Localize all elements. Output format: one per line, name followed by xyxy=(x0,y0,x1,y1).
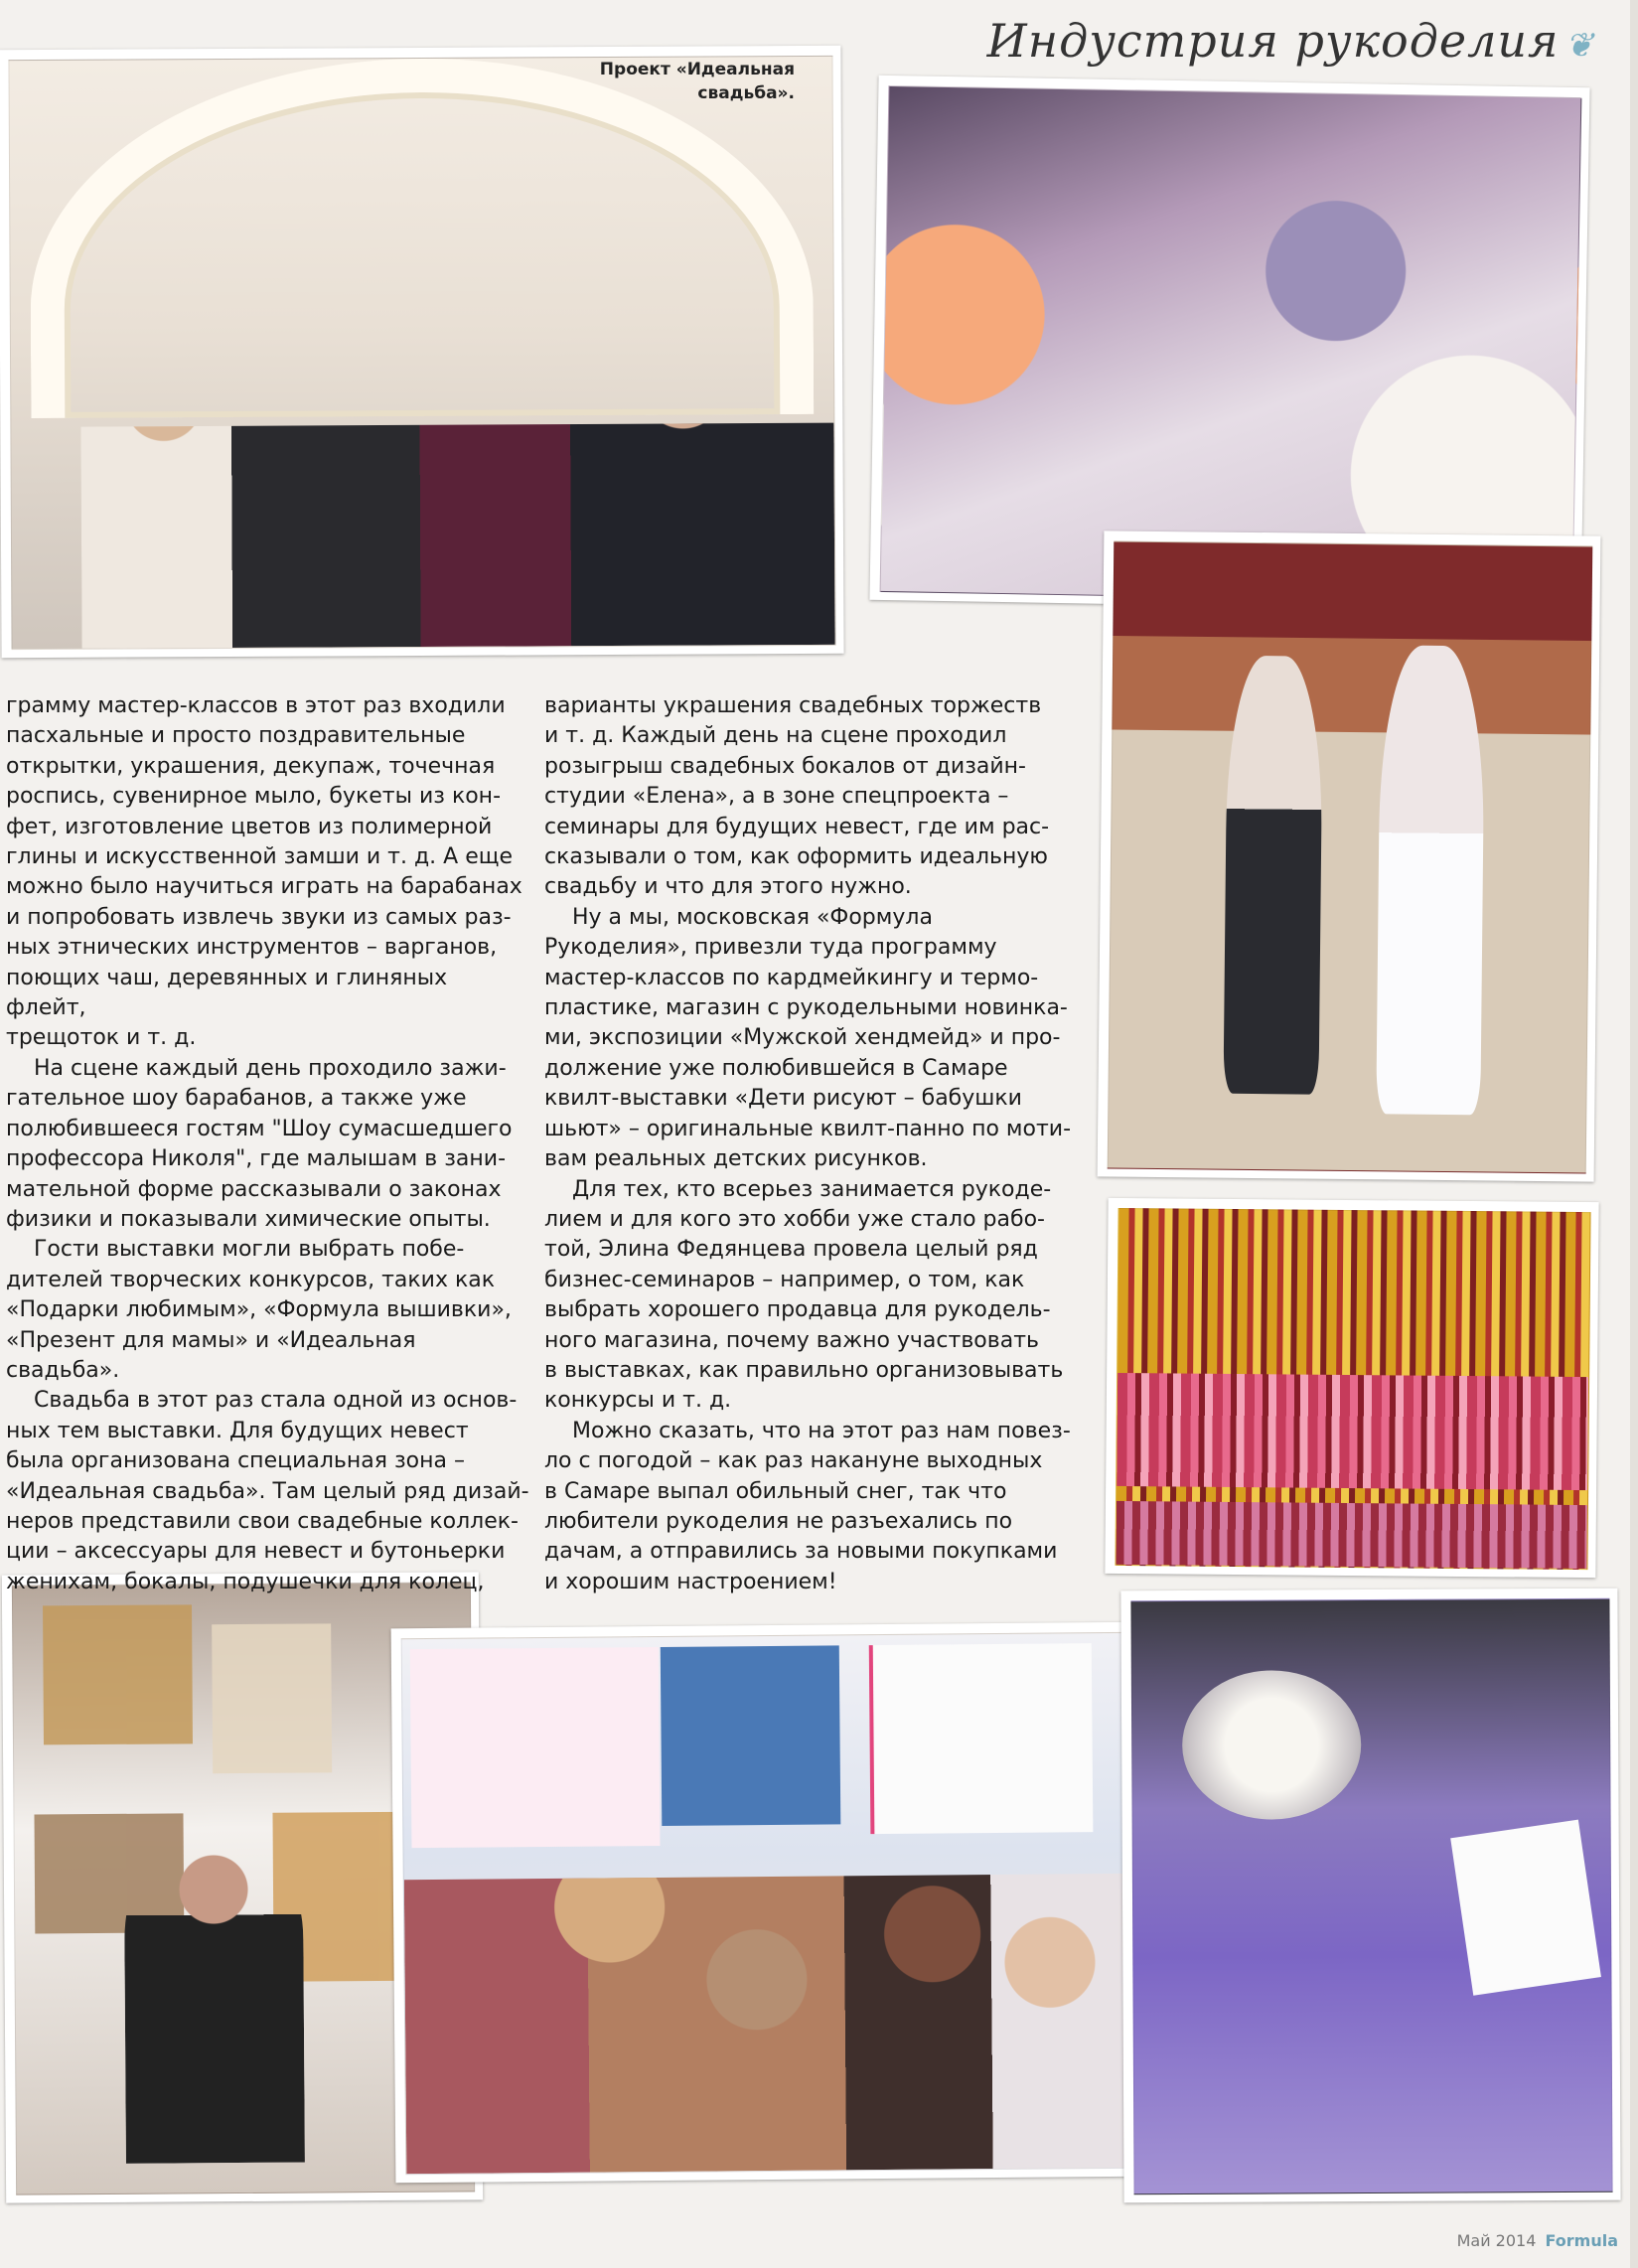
col1-line: и попробовать извлечь звуки из самых раз- xyxy=(6,904,512,930)
col2-line: бизнес-семинаров – например, о том, как xyxy=(544,1267,1025,1292)
col1-line: «Идеальная свадьба». Там целый ряд дизай- xyxy=(6,1478,529,1504)
col1-line: неров представили свои свадебные коллек- xyxy=(6,1508,519,1534)
booth-banner-formula-tv xyxy=(869,1643,1094,1834)
booth-visitor xyxy=(124,1845,305,2164)
col1-line: гательное шоу барабанов, а также уже xyxy=(6,1086,467,1112)
col2-line: Рукоделия», привезли туда программу xyxy=(544,935,997,961)
col2-line: выбрать хорошего продавца для рукодель- xyxy=(544,1297,1051,1323)
caption-line-1: Проект «Идеальная xyxy=(599,60,795,79)
master-class-participants xyxy=(404,1874,1140,2174)
col2-line: той, Элина Федянцева провела целый ряд xyxy=(544,1237,1038,1263)
col2-line: и т. д. Каждый день на сцене проходил xyxy=(544,723,1007,749)
col1-line: физики и показывали химические опыты. xyxy=(6,1206,491,1232)
col1-line: ции – аксессуары для невест и бутоньерки xyxy=(6,1539,506,1565)
col2-line: дачам, а отправились за новыми покупками xyxy=(544,1539,1058,1565)
caption-line-2: свадьба». xyxy=(697,83,795,103)
col1-line: Свадьба в этот раз стала одной из основ- xyxy=(34,1388,518,1414)
col2-line: конкурсы и т. д. xyxy=(544,1388,732,1414)
col2-line: Для тех, кто всерьез занимается рукоде- xyxy=(572,1176,1052,1202)
col2-line: и хорошим настроением! xyxy=(544,1569,837,1594)
col1-line: ных этнических инструментов – варганов, xyxy=(6,935,498,961)
col2-line: любители рукоделия не разъехались по xyxy=(544,1508,1013,1534)
col2-line: лием и для кого это хобби уже стало рабо- xyxy=(544,1206,1045,1232)
photo-wedding-caption xyxy=(576,58,795,105)
col2-line: варианты украшения свадебных торжеств xyxy=(544,693,1042,718)
col1-line: была организована специальная зона – xyxy=(6,1448,465,1474)
photo-wedding-image xyxy=(8,56,835,650)
photo-threads-image xyxy=(1115,1208,1590,1570)
rabbit-bride xyxy=(1376,645,1486,1116)
section-title-text: Индустрия рукоделия xyxy=(986,14,1560,68)
col1-line: полюбившееся гостям "Шоу сумасшедшего xyxy=(6,1116,513,1141)
section-title xyxy=(987,14,1594,68)
col1-line: грамму мастер-классов в этот раз входили xyxy=(6,693,506,718)
col1-line: можно было научиться играть на барабанах xyxy=(6,874,522,900)
col1-line: фет, изготовление цветов из полимерной xyxy=(6,814,493,839)
swirl-ornament-icon: ❦ xyxy=(1564,26,1594,66)
photo-wedding-project xyxy=(0,46,844,658)
col2-line: розыгрыш свадебных бокалов от дизайн- xyxy=(544,753,1026,779)
col1-line: открытки, украшения, декупаж, точечная xyxy=(6,753,496,779)
col2-line: Можно сказать, что на этот раз нам повез- xyxy=(572,1418,1071,1443)
photo-rabbit-dolls xyxy=(1098,530,1601,1181)
col1-line: трещоток и т. д. xyxy=(6,1025,197,1051)
col1-line: дителей творческих конкурсов, таких как xyxy=(6,1267,496,1292)
col1-line: глины и искусственной замши и т. д. А еще xyxy=(6,844,514,870)
photo-rabbits-image xyxy=(1108,541,1593,1174)
col2-line: студии «Елена», а в зоне спецпроекта – xyxy=(544,784,1009,810)
col1-line: мательной форме рассказывали о законах xyxy=(6,1176,502,1202)
photo-wedding-people xyxy=(80,303,835,648)
col1-line: ных тем выставки. Для будущих невест xyxy=(6,1418,469,1443)
article-column-1 xyxy=(6,691,532,1597)
col1-line: роспись, сувенирное мыло, букеты из кон- xyxy=(6,784,502,810)
col2-line: Ну а мы, московская «Формула xyxy=(572,904,933,930)
col1-line: «Презент для мамы» и «Идеальная свадьба». xyxy=(6,1327,416,1383)
photo-master-class-image xyxy=(401,1632,1141,2175)
col2-line: пластике, магазин с рукодельными новинка- xyxy=(544,995,1068,1021)
col2-line: ного магазина, почему важно участвовать xyxy=(544,1327,1039,1353)
col2-line: мастер-классов по кардмейкингу и термо- xyxy=(544,965,1039,990)
col2-line: ми, экспозиции «Мужской хендмейд» и про- xyxy=(544,1025,1061,1051)
col1-line: Гости выставки могли выбрать побе- xyxy=(34,1237,465,1263)
col1-line: пасхальные и просто поздравительные xyxy=(6,723,466,749)
wedding-notebook xyxy=(1450,1820,1601,1996)
photo-accessories-image xyxy=(880,85,1582,604)
col2-line: в Самаре выпал обильный снег, так что xyxy=(544,1478,1007,1504)
issue-date: Май 2014 xyxy=(1456,2231,1537,2250)
rabbit-groom xyxy=(1224,656,1324,1095)
photo-embroidery-threads xyxy=(1105,1198,1598,1578)
booth-banner-magazines xyxy=(661,1645,841,1826)
col1-line: профессора Николя", где малышам в зани- xyxy=(6,1146,507,1172)
article-column-2 xyxy=(544,691,1081,1597)
col1-line: женихам, бокалы, подушечки для колец, xyxy=(6,1569,485,1594)
col1-line: На сцене каждый день проходило зажи- xyxy=(34,1055,507,1081)
col2-line: шьют» – оригинальные квилт-панно по моти- xyxy=(544,1116,1072,1141)
col2-line: в выставках, как правильно организовывать xyxy=(544,1357,1064,1383)
photo-jewelry-image xyxy=(1130,1598,1612,2195)
col2-line: ло с погодой – как раз накануне выходных xyxy=(544,1448,1043,1474)
col1-line: «Подарки любимым», «Формула вышивки», xyxy=(6,1297,512,1323)
page-edge xyxy=(1630,0,1638,2268)
col2-line: должение уже полюбившейся в Самаре xyxy=(544,1055,1008,1081)
col2-line: свадьбу и что для этого нужно. xyxy=(544,874,912,900)
brooch-bouquet xyxy=(1182,1670,1362,1820)
col2-line: квилт-выставки «Дети рисуют – бабушки xyxy=(544,1086,1022,1112)
col2-line: вам реальных детских рисунков. xyxy=(544,1146,928,1172)
page-footer xyxy=(1457,2231,1618,2250)
photo-bridal-jewelry xyxy=(1120,1588,1620,2203)
col2-line: сказывали о том, как оформить идеальную xyxy=(544,844,1048,870)
booth-banner-sales xyxy=(410,1647,661,1848)
photo-master-class xyxy=(391,1622,1149,2184)
col1-line: поющих чаш, деревянных и глиняных флейт, xyxy=(6,965,448,1021)
magazine-logo: Formula xyxy=(1545,2231,1618,2250)
thread-row-pink xyxy=(1117,1373,1588,1491)
thread-row-purple xyxy=(1116,1500,1587,1569)
col2-line: семинары для будущих невест, где им рас- xyxy=(544,814,1050,839)
